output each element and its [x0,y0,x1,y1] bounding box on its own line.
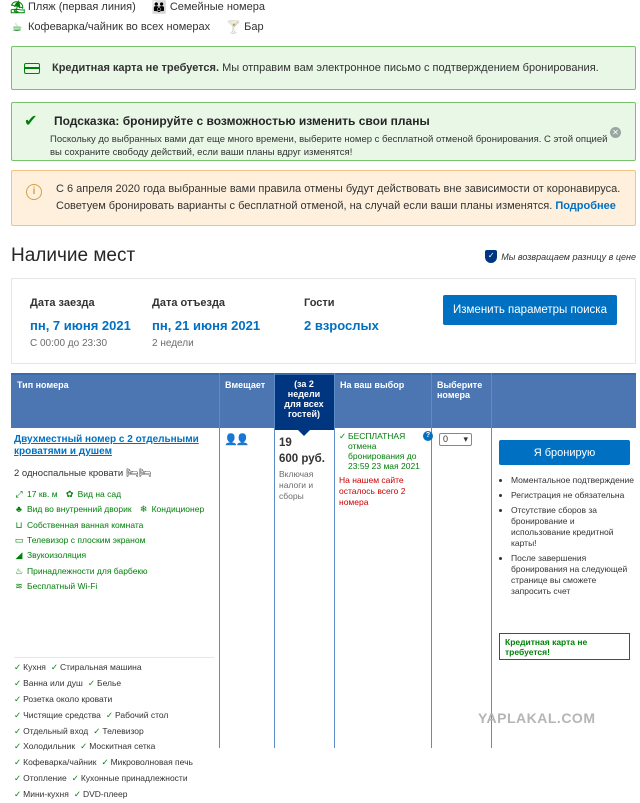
list-item: • Отсутствие сборов за бронирование и использование кредитной карты! [511,505,634,549]
header-your-choice: На ваш выбор [340,380,405,390]
occupancy-icon: 👤👤 [224,434,248,446]
table-row [11,428,636,800]
price-line-1: 19 [279,437,292,449]
size-icon: ⤢ [15,489,23,500]
facility-item: Кофеварка/чайник во всех номерах [28,21,211,33]
feature-row: ▭ Телевизор с плоским экраном [14,535,146,546]
checkin-time: С 00:00 до 23:30 [30,338,108,349]
checkin-value[interactable]: пн, 7 июня 2021 [30,318,131,333]
tv-icon: ▭ [14,535,24,546]
warning-box [11,170,636,226]
feature-row: ⤢ 17 кв. м ✿ Вид на сад [15,489,122,500]
credit-card-notice-text: Мы отправим вам электронное письмо с подтверждением бронирования. [222,62,599,74]
info-icon: i [26,184,42,200]
price-match-text: Мы возвращаем разницу в цене [501,251,636,262]
availability-title: Наличие мест [11,245,136,266]
facilities-row [10,17,630,37]
amenity-row: ✓ Мини-кухня ✓ DVD-плеер [14,789,128,800]
beds-text: 2 односпальные кровати [14,468,124,479]
checkout-duration: 2 недели [152,338,194,349]
snowflake-icon: ❄ [139,504,148,515]
book-button[interactable]: Я бронирую [499,440,630,465]
bbq-icon: ♨ [14,565,24,576]
feature-row: ♣ Вид во внутренний дворик ❄ Кондиционер [14,502,219,517]
divider [14,657,214,658]
checkout-block [152,297,260,349]
choice-block [339,431,431,508]
coffee-maker-icon: ☕ [11,20,23,34]
courtyard-icon: ♣ [16,504,22,515]
header-room-type: Тип номера [17,380,69,390]
bed-info [14,468,152,479]
scarcity-text: На нашем сайте осталось всего 2 номера [339,475,406,507]
guests-label: Гости [304,297,335,309]
watermark: YAPLAKAL.COM [478,710,596,726]
amenity-row: ✓ Отдельный вход ✓ Телевизор [14,725,144,736]
checkmark-icon: ✔ [24,113,38,130]
question-icon[interactable]: ? [423,431,433,441]
more-info-link[interactable]: Подробнее [555,200,616,212]
list-item: • После завершения бронирования на следующей странице вы сможете запросить счет [511,553,634,597]
change-search-button[interactable]: Изменить параметры поиска [443,295,617,325]
facilities-list [10,0,630,37]
amenity-row: ✓ Чистящие средства ✓ Рабочий стол [14,709,169,720]
checkout-label: Дата отъезда [152,297,226,309]
credit-card-notice [11,46,636,90]
search-summary [11,278,636,364]
bed-icon: 🛏🛏 [126,468,152,479]
room-name-link[interactable]: Двухместный номер с 2 отдельными кроватями и душем [14,434,199,457]
amenity-row: ✓ Холодильник ✓ Москитная сетка [14,741,156,752]
price-block [279,435,334,502]
facilities-row [10,0,630,17]
credit-card-badge: Кредитная карта не требуется! [499,633,630,660]
room-features [14,487,219,594]
header-select-rooms: Выберите номера [437,380,483,400]
list-item: • Моментальное подтверждение [511,475,634,486]
wifi-icon: ≋ [15,580,23,591]
amenity-row: ✓ Ванна или душ ✓ Белье [14,677,122,688]
free-cancel-text: отмена бронирования до 23:59 23 мая 2021 [348,441,420,471]
beach-icon: ⛱ [10,0,26,14]
tip-title: Подсказка: бронируйте с возможностью изменить свои планы [54,114,430,128]
benefits-list [499,475,634,601]
close-icon[interactable]: ✕ [610,127,621,138]
price-match[interactable] [485,250,636,263]
checkin-block [30,297,131,349]
price-line-2: 600 руб. [279,453,325,465]
feature-row: ◢ Звукоизоляция [15,550,87,561]
amenity-row: ✓ Кофеварка/чайник ✓ Микроволновая печь [14,757,193,768]
amenities-list [14,660,219,803]
feature-row: ♨ Принадлежности для барбекю [14,565,148,576]
header-price: (за 2 недели для всех гостей) [274,375,334,430]
guests-block [304,297,379,333]
room-quantity-select[interactable]: 0 ▾ [439,433,472,446]
credit-card-icon [24,63,40,74]
list-item: • Регистрация не обязательна [511,490,634,501]
table-header [11,373,636,428]
room-table [11,373,636,800]
amenity-row: ✓ Розетка около кровати [14,693,113,704]
checkin-label: Дата заезда [30,297,95,309]
tip-box [11,102,636,161]
soundproof-icon: ◢ [15,550,23,561]
family-icon: 👪 [151,0,167,14]
checkout-value[interactable]: пн, 21 июня 2021 [152,318,261,333]
guests-value[interactable]: 2 взрослых [304,318,379,333]
facility-item: Бар [244,21,264,33]
warning-text: С 6 апреля 2020 года выбранные вами правила отмены будут действовать вне зависимости от коронавируса. Советуем бронировать варианты с бесплатной отменой, на случай если ваши планы изменятся. [56,183,621,212]
facility-item: Пляж (первая линия) [28,1,136,13]
bar-icon: 🍸 [226,20,242,34]
free-cancel-title: БЕСПЛАТНАЯ [348,431,406,441]
price-note: Включая налоги и сборы [279,469,314,501]
feature-row: ≋ Бесплатный Wi-Fi [15,580,98,591]
tip-text: Поскольку до выбранных вами дат еще много времени, выберите номер с бесплатной отменой бронирования. С этой опцией вы сохраните свободу действий, если ваши планы вдруг изменятся! [50,134,608,158]
amenity-row: ✓ Отопление ✓ Кухонные принадлежности [14,773,188,784]
free-cancellation [339,431,431,471]
facility-item: Семейные номера [169,1,265,13]
bathroom-icon: ⊔ [15,519,23,530]
amenity-row: ✓ Кухня ✓ Стиральная машина [14,662,142,672]
shield-check-icon: ✓ [485,250,497,263]
garden-icon: ✿ [65,489,74,500]
credit-card-notice-bold: Кредитная карта не требуется. [52,62,220,74]
feature-row: ⊔ Собственная ванная комната [15,519,144,530]
header-sleeps: Вмещает [225,380,266,390]
checkmark-icon: ✓ [339,431,347,441]
